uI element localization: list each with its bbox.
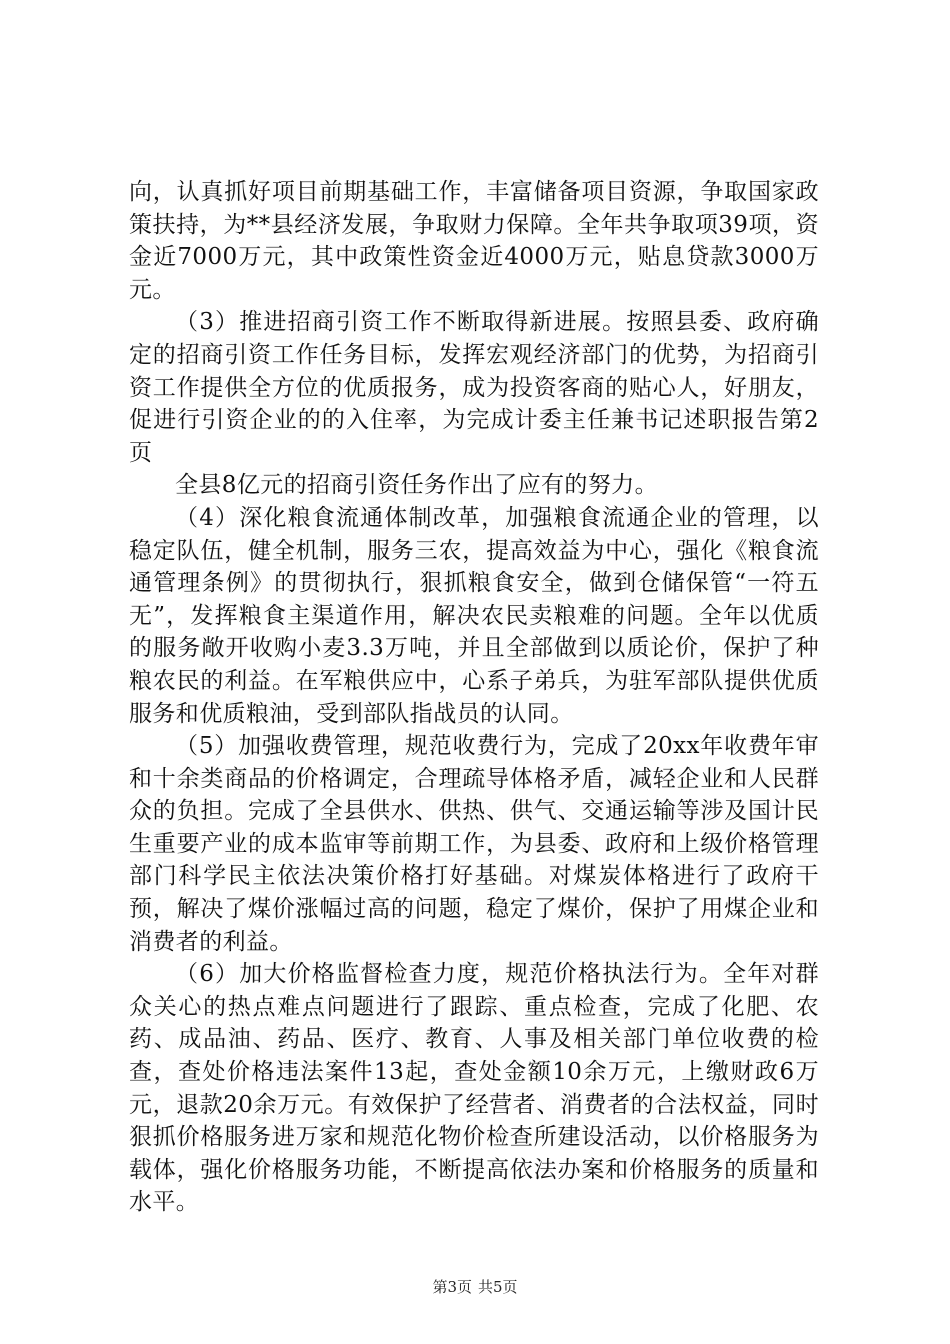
paragraph-item-6: （6）加大价格监督检查力度，规范价格执法行为。全年对群众关心的热点难点问题进行了跟踪、重点检查，完成了化肥、农药、成品油、药品、医疗、教育、人事及相关部门单位收费的检查，查处价格违法案件13起，查处金额10余万元，上缴财政6万元，退款20余万元。有效保护了经营者、消费者的合法权益，同时狠抓价格服务进万家和规范化物价检查所建设活动，以价格服务为载体，强化价格服务功能，不断提高依法办案和价格服务的质量和水平。 [129,961,819,1216]
paragraph-item-3-continued: 全县8亿元的招商引资任务作出了应有的努力。 [175,472,659,499]
paragraph-item-5: （5）加强收费管理，规范收费行为，完成了20xx年收费年审和十余类商品的价格调定，合理疏导体格矛盾，减轻企业和人民群众的负担。完成了全县供水、供热、供气、交通运输等涉及国计民生重要产业的成本监审等前期工作，为县委、政府和上级价格管理部门科学民主依法决策价格打好基础。对煤炭体格进行了政府干预，解决了煤价涨幅过高的问题，稳定了煤价，保护了用煤企业和消费者的利益。 [129,733,819,955]
paragraph-continuation: 向，认真抓好项目前期基础工作，丰富储备项目资源，争取国家政策扶持，为**县经济发展，争取财力保障。全年共争取项39项，资金近7000万元，其中政策性资金近4000万元，贴息贷款3000万元。 [129,179,819,303]
document-body [129,176,819,1219]
paragraph-item-4: （4）深化粮食流通体制改革，加强粮食流通企业的管理，以稳定队伍，健全机制，服务三农，提高效益为中心，强化《粮食流通管理条例》的贯彻执行，狠抓粮食安全，做到仓储保管“一符五无”，发挥粮食主渠道作用，解决农民卖粮难的问题。全年以优质的服务敞开收购小麦3.3万吨，并且全部做到以质论价，保护了种粮农民的利益。在军粮供应中，心系子弟兵，为驻军部队提供优质服务和优质粮油，受到部队指战员的认同。 [129,504,819,727]
paragraph-item-3: （3）推进招商引资工作不断取得新进展。按照县委、政府确定的招商引资工作任务目标，发挥宏观经济部门的优势，为招商引资工作提供全方位的优质报务，成为投资客商的贴心人，好朋友，促进行引资企业的的入住率，为完成计委主任兼书记述职报告第2页 [129,309,819,466]
page-total: 共5页 [478,1278,518,1296]
page-number: 第3页 [432,1278,472,1296]
page-footer [0,1277,950,1297]
